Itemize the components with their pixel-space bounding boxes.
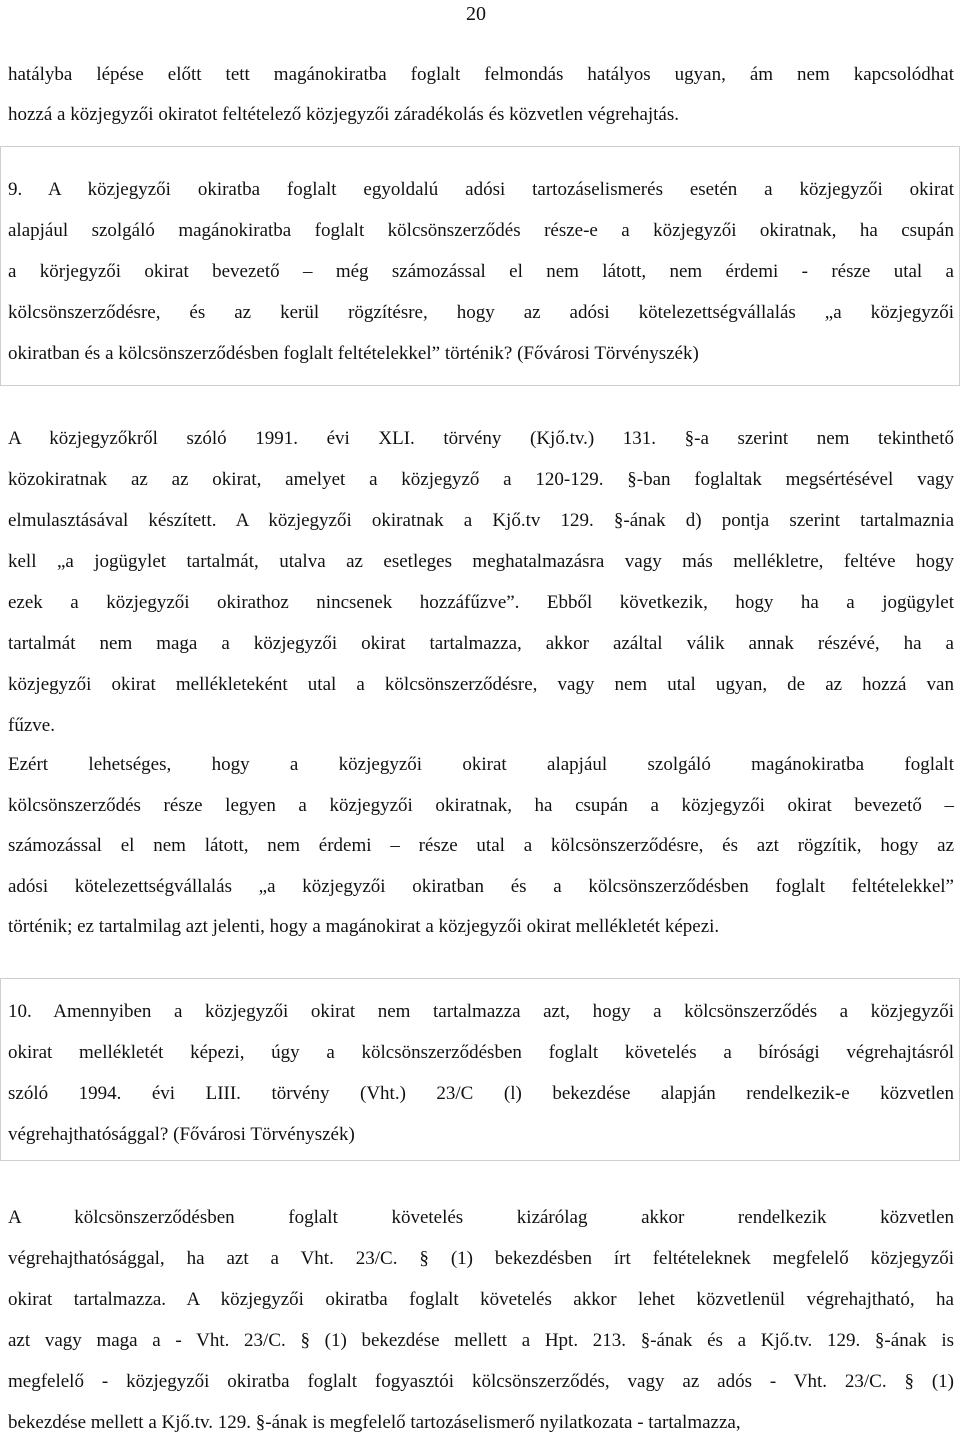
answer-9b-line: számozással el nem látott, nem érdemi – része utal a kölcsönszerződésre, és azt rögzítik, hogy az [8, 835, 954, 856]
question-9-text [8, 169, 954, 374]
answer-10-paragraph [8, 1197, 954, 1443]
answer-9b-line: adósi kötelezettségvállalás „a közjegyzői okiratban és a kölcsönszerződésben foglalt feltételekkel” [8, 875, 954, 897]
answer-9-paragraph-2 [8, 745, 954, 948]
question-9-line: a körjegyzői okirat bevezető – még számozással el nem látott, nem érdemi - része utal a [8, 261, 954, 282]
question-10-line: okirat mellékletét képezi, úgy a kölcsönszerződésben foglalt követelés a bírósági végrehajtásról [8, 1042, 954, 1063]
answer-9b-line: Ezért lehetséges, hogy a közjegyzői okirat alapjául szolgáló magánokiratba foglalt [8, 754, 954, 775]
answer-10-line: megfelelő - közjegyzői okiratba foglalt fogyasztói kölcsönszerződés, vagy az adós - Vht. 23/C. § (1) [8, 1371, 954, 1392]
question-9-line: alapjául szolgáló magánokiratba foglalt kölcsönszerződés része-e a közjegyzői okiratnak, ha csupán [8, 220, 954, 241]
answer-9a-line: kell „a jogügylet tartalmát, utalva az esetleges meghatalmazásra vagy más mellékletre, feltéve hogy [8, 551, 954, 572]
question-9-line: okiratban és a kölcsönszerződésben foglalt feltételekkel” történik? (Fővárosi Törvényszék) [8, 343, 699, 364]
answer-9-paragraph-1 [8, 418, 954, 746]
question-10-line: 10. Amennyiben a közjegyzői okirat nem tartalmazza azt, hogy a kölcsönszerződés a közjegyzői [8, 1001, 954, 1022]
answer-9a-line: közjegyzői okirat mellékleteként utal a kölcsönszerződésre, vagy nem utal ugyan, de az hozzá van [8, 674, 954, 695]
answer-9a-line: ezek a közjegyzői okirathoz nincsenek hozzáfűzve”. Ebből következik, hogy ha a jogügylet [8, 592, 954, 613]
answer-9a-line: A közjegyzőkről szóló 1991. évi XLI. törvény (Kjő.tv.) 131. §-a szerint nem tekinthető [8, 428, 954, 449]
page-number: 20 [466, 3, 486, 25]
answer-9a-line: tartalmát nem maga a közjegyzői okirat tartalmazza, akkor azáltal válik annak részévé, ha a [8, 633, 954, 654]
question-10-line: szóló 1994. évi LIII. törvény (Vht.) 23/C (l) bekezdése alapján rendelkezik-e közvetlen [8, 1083, 954, 1104]
answer-10-line: A kölcsönszerződésben foglalt követelés kizárólag akkor rendelkezik közvetlen [8, 1207, 954, 1228]
question-10-line: végrehajthatósággal? (Fővárosi Törvényszék) [8, 1124, 355, 1145]
question-9-line: kölcsönszerződésre, és az kerül rögzítésre, hogy az adósi kötelezettségvállalás „a közjegyzői [8, 302, 954, 323]
question-9-line: 9. A közjegyzői okiratba foglalt egyoldalú adósi tartozáselismerés esetén a közjegyzői okirat [8, 179, 954, 200]
answer-9a-line: fűzve. [8, 715, 55, 736]
answer-10-line: okirat tartalmazza. A közjegyzői okiratba foglalt követelés akkor lehet közvetlenül végrehajtható, ha [8, 1289, 954, 1310]
question-10-text [8, 991, 954, 1155]
answer-10-line: azt vagy maga a - Vht. 23/C. § (1) bekezdése mellett a Hpt. 213. §-ának és a Kjő.tv. 129. §-ának is [8, 1330, 954, 1351]
answer-9a-line: elmulasztásával készített. A közjegyzői okiratnak a Kjő.tv 129. §-ának d) pontja szerint tartalmaznia [8, 510, 954, 531]
intro-line: hozzá a közjegyzői okiratot feltételező közjegyzői záradékolás és közvetlen végrehajtás. [8, 104, 680, 125]
question-box-10 [0, 978, 960, 1161]
intro-line: hatályba lépése előtt tett magánokiratba foglalt felmondás hatályos ugyan, ám nem kapcsolódhat [8, 64, 954, 85]
paragraph-intro [8, 55, 954, 135]
answer-10-line: bekezdése mellett a Kjő.tv. 129. §-ának is megfelelő tartozáselismerő nyilatkozata - tartalmazza, [8, 1412, 741, 1433]
answer-9b-line: történik; ez tartalmilag azt jelenti, hogy a magánokirat a közjegyzői okirat mellékletét képezi. [8, 916, 720, 937]
question-box-9 [0, 146, 960, 386]
answer-10-line: végrehajthatósággal, ha azt a Vht. 23/C. § (1) bekezdésben írt feltételeknek megfelelő közjegyzői [8, 1248, 954, 1269]
answer-9b-line: kölcsönszerződés része legyen a közjegyzői okiratnak, ha csupán a közjegyzői okirat bevezető – [8, 794, 954, 816]
answer-9a-line: közokiratnak az az okirat, amelyet a közjegyző a 120-129. §-ban foglaltak megsértésével vagy [8, 469, 954, 490]
